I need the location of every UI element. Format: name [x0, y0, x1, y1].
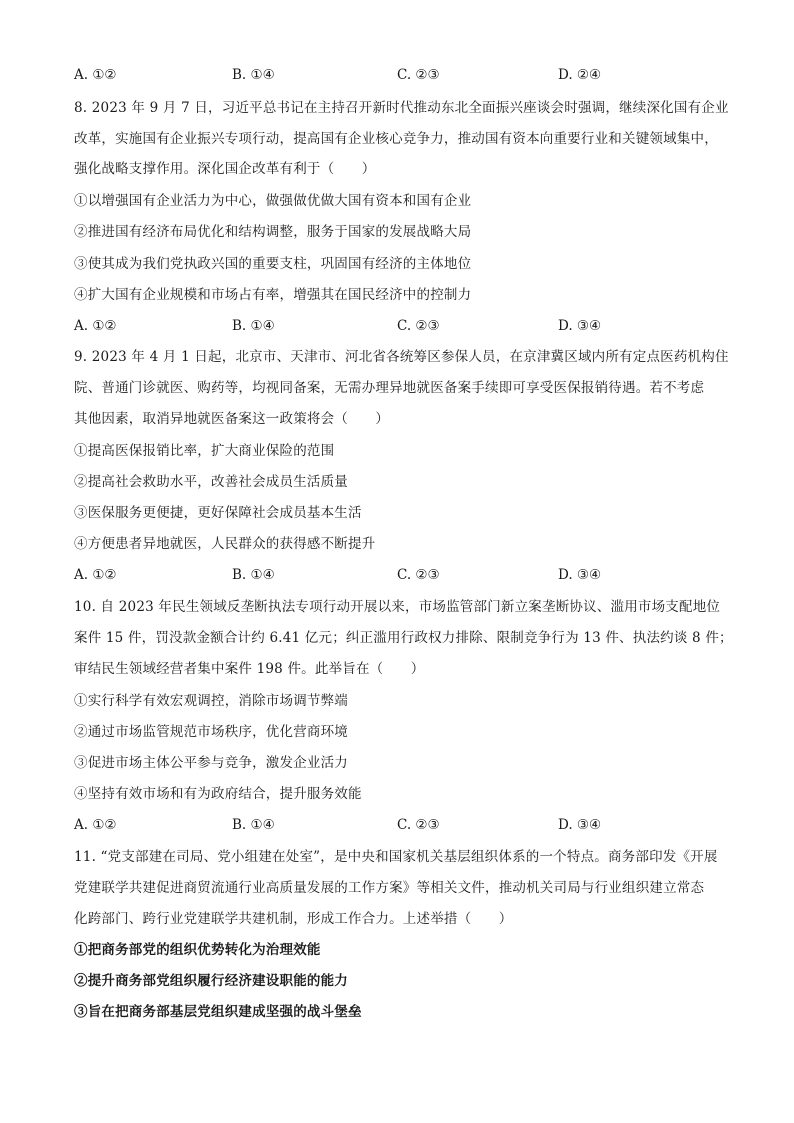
q10-option-a[interactable]: A. ①②	[74, 817, 117, 833]
q8-option-b[interactable]: B. ①④	[232, 318, 275, 334]
q11-stem-line-3: 化跨部门、跨行业党建联学共建机制，形成工作合力。上述举措（ ）	[74, 911, 513, 927]
q8-item-1: ①以增强国有企业活力为中心，做强做优做大国有资本和国有企业	[74, 193, 472, 209]
q10-item-3: ③促进市场主体公平参与竞争，激发企业活力	[74, 755, 348, 771]
q7-option-c[interactable]: C. ②③	[397, 67, 440, 83]
q10-stem-line-3: 审结民生领域经营者集中案件 198 件。此举旨在（ ）	[74, 661, 425, 677]
q9-item-2: ②提高社会救助水平，改善社会成员生活质量	[74, 474, 348, 490]
q7-option-d[interactable]: D. ②④	[558, 67, 602, 83]
q10-stem-line-2: 案件 15 件，罚没款金额合计约 6.41 亿元；纠正滥用行政权力排除、限制竞争行为 13 件、执法约谈 8 件；	[74, 630, 733, 646]
q9-item-1: ①提高医保报销比率，扩大商业保险的范围	[74, 443, 335, 459]
q10-item-1: ①实行科学有效宏观调控，消除市场调节弊端	[74, 693, 348, 709]
q8-stem-line-2: 改革，实施国有企业振兴专项行动，提高国有企业核心竞争力，推动国有资本向重要行业和关键领域集中，	[74, 131, 718, 147]
q10-item-4: ④坚持有效市场和有为政府结合，提升服务效能	[74, 786, 362, 802]
q8-item-4: ④扩大国有企业规模和市场占有率，增强其在国民经济中的控制力	[74, 287, 472, 303]
q8-stem-line-1: 8. 2023 年 9 月 7 日，习近平总书记在主持召开新时代推动东北全面振兴座谈会时强调，继续深化国有企业	[74, 100, 729, 116]
q10-option-c[interactable]: C. ②③	[397, 817, 440, 833]
q8-item-2: ②推进国有经济布局优化和结构调整，服务于国家的发展战略大局	[74, 224, 472, 240]
q9-item-4: ④方便患者异地就医，人民群众的获得感不断提升	[74, 536, 376, 552]
q8-option-d[interactable]: D. ③④	[558, 318, 602, 334]
q8-option-c[interactable]: C. ②③	[397, 318, 440, 334]
q10-option-b[interactable]: B. ①④	[232, 817, 275, 833]
q9-stem-line-2: 院、普通门诊就医、购药等，均视同备案，无需办理异地就医备案手续即可享受医保报销待遇。若不考虑	[74, 380, 705, 396]
q10-option-d[interactable]: D. ③④	[558, 817, 602, 833]
q11-stem-line-1: 11. “党支部建在司局、党小组建在处室”，是中央和国家机关基层组织体系的一个特点。商务部印发《开展	[74, 849, 718, 865]
q11-item-2: ②提升商务部党组织履行经济建设职能的能力	[74, 973, 348, 989]
q10-item-2: ②通过市场监管规范市场秩序，优化营商环境	[74, 724, 348, 740]
q11-item-3: ③旨在把商务部基层党组织建成坚强的战斗堡垒	[74, 1004, 362, 1020]
q9-option-a[interactable]: A. ①②	[74, 567, 117, 583]
q9-stem-line-3: 其他因素，取消异地就医备案这一政策将会（ ）	[74, 411, 390, 427]
q7-option-b[interactable]: B. ①④	[232, 67, 275, 83]
q11-stem-line-2: 党建联学共建促进商贸流通行业高质量发展的工作方案》等相关文件，推动机关司局与行业组织建立常态	[74, 880, 705, 896]
q9-option-b[interactable]: B. ①④	[232, 567, 275, 583]
q11-item-1: ①把商务部党的组织优势转化为治理效能	[74, 942, 321, 958]
q9-option-d[interactable]: D. ③④	[558, 567, 602, 583]
q9-item-3: ③医保服务更便捷，更好保障社会成员基本生活	[74, 505, 362, 521]
q9-option-c[interactable]: C. ②③	[397, 567, 440, 583]
q8-option-a[interactable]: A. ①②	[74, 318, 117, 334]
q8-stem-line-3: 强化战略支撑作用。深化国企改革有利于（ ）	[74, 161, 376, 177]
q8-item-3: ③使其成为我们党执政兴国的重要支柱，巩固国有经济的主体地位	[74, 256, 472, 272]
q10-stem-line-1: 10. 自 2023 年民生领域反垄断执法专项行动开展以来，市场监管部门新立案垄断协议、滥用市场支配地位	[74, 599, 721, 615]
q9-stem-line-1: 9. 2023 年 4 月 1 日起，北京市、天津市、河北省各统筹区参保人员，在京津冀区域内所有定点医药机构住	[74, 349, 729, 365]
q7-option-a[interactable]: A. ①②	[74, 67, 117, 83]
